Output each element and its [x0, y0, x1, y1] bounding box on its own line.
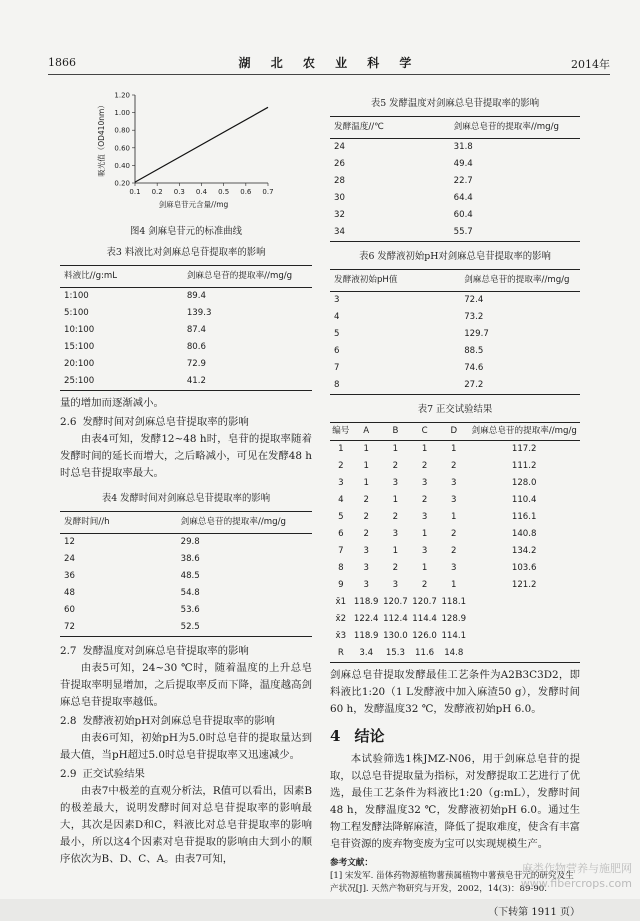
table-cell: 112.4	[383, 614, 408, 624]
table-cell: 4	[334, 312, 340, 322]
table-cell: 31.8	[453, 142, 473, 152]
reference-item: [1] 宋发军. 甾体药物源植物薯蓣属植物中薯蓣皂苷元的研究及生产状况[J]. 天然产物研究与开发，2002，14(3)：89-90.	[330, 871, 574, 894]
table-cell: 111.2	[511, 461, 537, 471]
y-tick-label: 1.20	[114, 91, 130, 100]
table-cell: 20:100	[64, 359, 95, 369]
table-cell: 1	[392, 444, 399, 454]
table-row	[330, 611, 580, 628]
x-tick-label: 0.3	[173, 188, 185, 196]
column-header: 编号	[332, 426, 350, 436]
table-cell: 6	[338, 529, 344, 539]
section-2-9-heading	[60, 766, 312, 783]
column-header: 发酵温度//℃	[334, 122, 384, 132]
table-cell: 55.7	[453, 227, 473, 237]
table-cell: 2	[451, 546, 457, 556]
table-cell: 2	[451, 461, 457, 471]
table-6-caption: 表6 发酵液初始pH对剑麻总皂苷提取率的影响	[359, 251, 551, 262]
table-row	[330, 492, 580, 509]
table-cell: 2	[338, 461, 344, 471]
table-row	[330, 292, 580, 310]
table-cell: 3	[334, 295, 340, 305]
paragraph: 由表7中极差的直观分析法，R值可以看出，因素B的极差最大，说明发酵时间对总皂苷提取率的影响最大，其次是因素D和C，料液比对总皂苷提取率的影响最小，所以这4个因素对皂苷提取的影响由大到小的顺序依次为B、D、C、A。由表7可知，	[60, 785, 312, 865]
table-cell: 15:100	[64, 342, 95, 352]
table-cell: 2	[421, 495, 428, 505]
section-number: 2.7	[60, 645, 77, 657]
table-cell: 3	[392, 580, 399, 590]
table-cell: 24	[64, 554, 75, 564]
table-cell: 1	[451, 512, 457, 522]
section-number: 2.8	[60, 715, 77, 727]
column-header: C	[421, 426, 428, 436]
table-cell: 12	[64, 537, 75, 547]
table-cell: 1	[421, 444, 428, 454]
table-cell: 60.4	[453, 210, 473, 220]
table-cell: 120.7	[383, 597, 408, 607]
table-cell: 24	[334, 142, 345, 152]
table-row	[60, 551, 312, 568]
table-cell: 3	[392, 478, 399, 488]
table-7-caption: 表7 正交试验结果	[417, 404, 493, 415]
column-header: D	[450, 426, 458, 436]
y-axis-label: 吸光值（OD410nm）	[97, 101, 106, 177]
column-header: 剑麻总皂苷的提取率//mg/g	[186, 271, 293, 281]
table-row	[330, 343, 580, 360]
table-cell: 89.4	[186, 291, 206, 301]
table-6	[330, 269, 580, 395]
table-row	[330, 645, 580, 663]
table-row	[60, 305, 312, 322]
table-cell: 72.9	[186, 359, 206, 369]
table-cell: 122.4	[353, 614, 379, 624]
standard-curve-line	[135, 107, 268, 182]
table-row	[330, 594, 580, 611]
y-tick-label: 0.20	[114, 179, 130, 188]
table-cell: 88.5	[464, 346, 484, 356]
table-cell: 32	[334, 210, 345, 220]
table-row	[330, 139, 580, 157]
section-title: 发酵时间对剑麻总皂苷提取率的影响	[82, 416, 249, 428]
table-3	[60, 265, 312, 391]
column-header: 发酵液初始pH值	[334, 275, 398, 285]
table-cell: 73.2	[464, 312, 484, 322]
table-cell: 38.6	[180, 554, 200, 564]
right-column	[330, 85, 580, 921]
table-cell: 2	[392, 563, 399, 573]
paragraph: 量的增加而逐渐减小。	[60, 397, 164, 409]
figure-4	[60, 85, 312, 240]
section-number: 4	[330, 727, 341, 745]
table-row	[330, 326, 580, 343]
watermark-url: www.fibercrops.com	[520, 877, 632, 890]
table-cell: 80.6	[186, 342, 206, 352]
table-row	[60, 534, 312, 552]
table-cell: 1:100	[64, 291, 89, 301]
table-cell: 87.4	[186, 325, 206, 335]
table-cell: 74.6	[464, 363, 484, 373]
column-header: B	[392, 426, 399, 436]
table-cell: 8	[334, 380, 340, 390]
x-tick-label: 0.1	[129, 188, 141, 196]
table-cell: 2	[363, 512, 369, 522]
table-row	[330, 190, 580, 207]
table-row	[60, 322, 312, 339]
column-header: 剑麻总皂苷的提取率//mg/g	[453, 122, 559, 132]
table-cell: 2	[421, 461, 428, 471]
table-row	[330, 628, 580, 645]
section-number: 2.9	[60, 768, 77, 780]
table-row	[330, 309, 580, 326]
column-header: 剑麻总皂苷的提取率//mg/g	[464, 275, 570, 285]
table-cell: 48	[64, 588, 75, 598]
section-number: 2.6	[60, 416, 77, 428]
x-tick-label: 0.7	[262, 188, 274, 196]
table-cell: x̄1	[335, 597, 347, 607]
page-header	[48, 52, 610, 75]
y-tick-label: 0.80	[114, 126, 130, 135]
table-cell: 53.6	[180, 605, 200, 615]
table-cell: 129.7	[464, 329, 489, 339]
x-tick-label: 0.2	[151, 188, 163, 196]
table-cell: 110.4	[511, 495, 537, 505]
table-cell: 2	[363, 529, 369, 539]
table-cell: 26	[334, 159, 345, 169]
table-cell: 3	[421, 512, 428, 522]
section-title: 结论	[354, 727, 385, 745]
table-cell: 3	[451, 563, 457, 573]
x-tick-label: 0.5	[218, 188, 230, 196]
table-row	[330, 224, 580, 242]
table-cell: 28	[334, 176, 345, 186]
table-row	[60, 373, 312, 391]
table-cell: 3.4	[359, 648, 374, 658]
table-cell: 3	[363, 546, 369, 556]
table-cell: 48.5	[180, 571, 200, 581]
table-row	[330, 458, 580, 475]
section-title: 发酵液初始pH对剑麻总皂苷提取率的影响	[82, 715, 275, 727]
table-row	[330, 173, 580, 190]
table-cell: 2	[392, 512, 399, 522]
table-cell: 2	[451, 529, 457, 539]
table-cell: 121.2	[511, 580, 537, 590]
paragraph: 由表5可知，24~30 ℃时，随着温度的上升总皂苷提取率明显增加，之后提取率反而下降，温度越高剑麻总皂苷提取率越低。	[60, 662, 312, 708]
table-cell: 49.4	[453, 159, 473, 169]
column-header: 剑麻总皂苷的提取率//mg/g	[471, 426, 577, 436]
table-cell: 114.1	[441, 631, 467, 641]
table-cell: 3	[451, 478, 457, 488]
table-cell: 118.9	[353, 597, 379, 607]
section-2-6-heading	[60, 414, 312, 431]
table-3-caption: 表3 料液比对剑麻总皂苷提取率的影响	[106, 247, 266, 258]
table-cell: 3	[392, 529, 399, 539]
table-7	[330, 422, 580, 663]
x-tick-label: 0.4	[195, 188, 208, 196]
table-cell: 60	[64, 605, 75, 615]
table-cell: 116.1	[511, 512, 537, 522]
table-cell: 27.2	[464, 380, 484, 390]
table-cell: R	[337, 648, 344, 658]
table-cell: 30	[334, 193, 345, 203]
table-cell: 5	[338, 512, 344, 522]
table-cell: 14.8	[444, 648, 464, 658]
table-row	[330, 560, 580, 577]
table-cell: 114.4	[412, 614, 437, 624]
table-cell: 1	[392, 495, 399, 505]
column-header: 剑麻总皂苷的提取率//mg/g	[180, 517, 286, 527]
table-cell: 54.8	[180, 588, 200, 598]
table-cell: 7	[338, 546, 344, 556]
table-cell: 3	[363, 580, 369, 590]
table-cell: 41.2	[186, 376, 206, 386]
table-cell: x̄3	[335, 631, 347, 641]
left-column	[60, 85, 312, 868]
table-4	[60, 511, 312, 637]
page-number: 1866	[48, 56, 76, 69]
table-cell: 1	[392, 546, 399, 556]
section-title: 正交试验结果	[82, 768, 145, 780]
table-cell: 7	[334, 363, 340, 373]
table-cell: 1	[451, 580, 457, 590]
table-row	[330, 377, 580, 395]
table-cell: 1	[421, 563, 428, 573]
table-cell: 139.3	[186, 308, 212, 318]
watermark	[521, 861, 632, 891]
table-cell: 1	[363, 478, 369, 488]
section-2-8-heading	[60, 713, 312, 730]
table-cell: 1	[421, 529, 428, 539]
table-cell: 3	[338, 478, 344, 488]
table-4-caption: 表4 发酵时间对剑麻总皂苷提取率的影响	[101, 493, 271, 504]
section-title: 发酵温度对剑麻总皂苷提取率的影响	[82, 645, 249, 657]
table-cell: 36	[64, 571, 75, 581]
table-cell: 9	[338, 580, 344, 590]
table-cell: 128.9	[441, 614, 467, 624]
table-row	[330, 360, 580, 377]
table-row	[60, 585, 312, 602]
table-cell: 118.1	[441, 597, 467, 607]
table-5-caption: 表5 发酵温度对剑麻总皂苷提取率的影响	[370, 98, 540, 109]
table-cell: 2	[392, 461, 399, 471]
table-cell	[468, 594, 580, 611]
table-cell: 118.9	[353, 631, 379, 641]
table-cell: 140.8	[511, 529, 537, 539]
table-cell: 2	[363, 495, 369, 505]
table-cell: 11.6	[415, 648, 435, 658]
table-row	[330, 156, 580, 173]
column-header: A	[363, 426, 370, 436]
table-row	[60, 619, 312, 637]
table-row	[330, 207, 580, 224]
table-cell: 126.0	[412, 631, 437, 641]
table-cell: 2	[421, 580, 428, 590]
table-cell: 29.8	[180, 537, 200, 547]
table-cell: 15.3	[385, 648, 405, 658]
table-row	[330, 577, 580, 594]
table-row	[60, 339, 312, 356]
year: 2014年	[571, 58, 610, 71]
table-cell: 5:100	[64, 308, 89, 318]
table-cell: 72	[64, 622, 75, 632]
table-cell: 6	[334, 346, 340, 356]
table-cell: x̄2	[335, 614, 347, 624]
table-cell: 10:100	[64, 325, 95, 335]
table-cell: 117.2	[511, 444, 537, 454]
table-cell	[468, 645, 580, 663]
paragraph: 剑麻总皂苷提取发酵最佳工艺条件为A2B3C3D2，即料液比1:20（1 L发酵液中加入麻渣50 g），发酵时间60 h，发酵温度32 ℃，发酵液初始pH 6.0。	[330, 669, 580, 715]
table-row	[60, 356, 312, 373]
paragraph: 由表4可知，发酵12~48 h时，皂苷的提取率随着发酵时间的延长而增大，之后略减小，可见在发酵48 h时总皂苷提取率最大。	[60, 433, 312, 479]
table-cell: 25:100	[64, 376, 95, 386]
column-header: 发酵时间//h	[64, 517, 110, 527]
table-cell: 3	[421, 478, 428, 488]
table-row	[330, 475, 580, 492]
table-cell: 72.4	[464, 295, 484, 305]
references-title: 参考文献：	[330, 858, 373, 868]
table-cell: 3	[421, 546, 428, 556]
y-tick-label: 0.40	[114, 161, 130, 170]
table-cell: 1	[451, 444, 457, 454]
table-cell: 128.0	[511, 478, 537, 488]
table-cell: 120.7	[412, 597, 437, 607]
standard-curve-chart	[60, 85, 312, 213]
table-row	[330, 441, 580, 459]
x-tick-label: 0.6	[240, 188, 252, 196]
section-4-heading	[330, 728, 580, 745]
section-2-7-heading	[60, 643, 312, 660]
table-cell: 8	[338, 563, 344, 573]
table-cell: 1	[338, 444, 344, 454]
y-tick-label: 0.60	[114, 144, 130, 153]
table-row	[330, 509, 580, 526]
table-cell: 1	[363, 444, 369, 454]
watermark-text: 麻类作物营养与施肥网	[522, 862, 632, 875]
column-header: 料液比//g:mL	[64, 271, 118, 281]
paragraph: 本试验筛选1株JMZ-N06，用于剑麻总皂苷的提取，以总皂苷提取量为指标，对发酵提取工艺进行了优选，最佳工艺条件为料液比1:20（g:mL），发酵时间48 h，发酵温度32 ℃，发酵液初始pH 6.0。通过生物工程发酵法降解麻渣，降低了提取难度，使含有丰富皂苷资源的废弃物变废为宝可以实现规模生产。	[330, 753, 580, 850]
table-cell: 1	[363, 461, 369, 471]
journal-title: 湖 北 农 业 科 学	[238, 56, 420, 70]
table-cell: 3	[363, 563, 369, 573]
table-cell: 130.0	[383, 631, 408, 641]
table-cell: 34	[334, 227, 345, 237]
table-row	[60, 602, 312, 619]
continued-note: （下转第 1911 页）	[488, 907, 580, 918]
table-cell: 4	[338, 495, 344, 505]
table-5	[330, 116, 580, 242]
table-cell: 3	[451, 495, 457, 505]
table-row	[330, 543, 580, 560]
table-cell: 5	[334, 329, 340, 339]
table-row	[60, 288, 312, 306]
table-cell: 22.7	[453, 176, 473, 186]
table-cell	[468, 628, 580, 645]
table-cell: 52.5	[180, 622, 200, 632]
table-cell: 64.4	[453, 193, 473, 203]
figure-4-caption: 图4 剑麻皂苷元的标准曲线	[129, 226, 243, 237]
table-cell: 134.2	[511, 546, 537, 556]
table-cell	[468, 611, 580, 628]
paragraph: 由表6可知，初始pH为5.0时总皂苷的提取量达到最大值，当pH超过5.0时总皂苷提取率又迅速减少。	[60, 732, 312, 761]
table-row	[60, 568, 312, 585]
x-axis-label: 剑麻皂苷元含量//mg	[158, 200, 229, 209]
table-cell: 103.6	[511, 563, 537, 573]
table-row	[330, 526, 580, 543]
y-tick-label: 1.00	[114, 109, 130, 118]
